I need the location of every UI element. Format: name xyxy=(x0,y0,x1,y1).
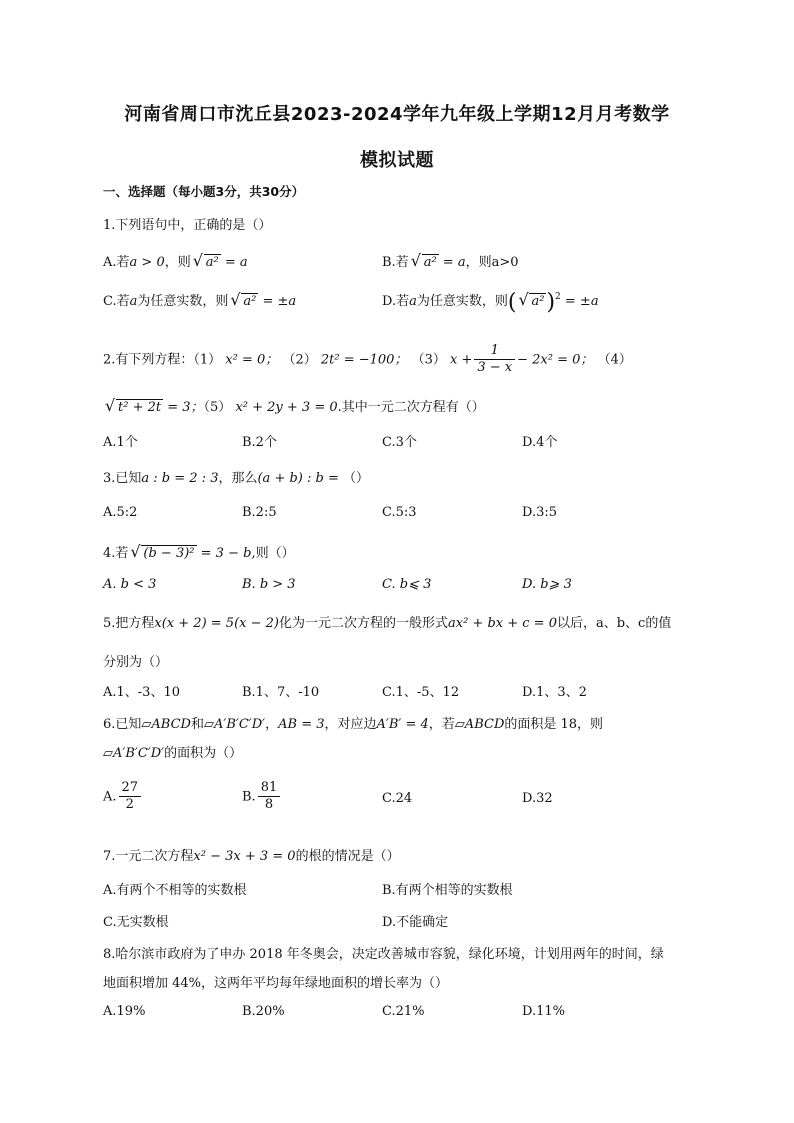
q6-option-c: C.24 xyxy=(382,791,413,806)
q7-option-d: D.不能确定 xyxy=(382,915,449,930)
q1-option-c: C.若a为任意实数，则 √ a² = ±a xyxy=(103,290,297,309)
q2-option-b: B.2个 xyxy=(242,435,277,450)
q1-stem: 1.下列语句中，正确的是（） xyxy=(103,218,272,233)
q8-option-a: A.19% xyxy=(103,1004,146,1019)
q3-option-d: D.3:5 xyxy=(522,505,558,520)
exam-title-line1: 河南省周口市沈丘县2023-2024学年九年级上学期12月月考数学 xyxy=(124,104,670,125)
q4-option-c: C. b⩽ 3 xyxy=(382,577,432,592)
q5-option-a: A.1、-3、10 xyxy=(103,685,180,700)
q8-line1: 8.哈尔滨市政府为了申办 2018 年冬奥会，决定改善城市容貌，绿化环境，计划用两年的时间，绿 xyxy=(103,947,664,962)
q4-option-a: A. b < 3 xyxy=(103,577,157,592)
q1-option-d: D.若a为任意实数，则( √ a²)$^2$ = ±a xyxy=(382,290,599,315)
exam-title-line2: 模拟试题 xyxy=(360,150,434,171)
q6-option-a: A. $\frac{27}{2}$ xyxy=(103,780,143,814)
q7-option-b: B.有两个相等的实数根 xyxy=(382,883,513,898)
q8-line2: 地面积增加 44%，这两年平均每年绿地面积的增长率为（） xyxy=(103,976,449,991)
q6-line2: ▱A′B′C′D′的面积为（） xyxy=(103,746,243,761)
q3-option-b: B.2:5 xyxy=(242,505,277,520)
section-heading: 一、选择题（每小题3分，共30分） xyxy=(103,184,305,199)
q8-option-c: C.21% xyxy=(382,1004,425,1019)
q2-line2: √ t² + 2t = 3；（5） x² + 2y + 3 = 0.其中一元二次方程有（） xyxy=(105,396,485,415)
q7-stem: 7.一元二次方程x² − 3x + 3 = 0的根的情况是（） xyxy=(103,849,400,864)
q2-option-d: D.4个 xyxy=(522,435,558,450)
q8-option-b: B.20% xyxy=(242,1004,285,1019)
q5-option-c: C.1、-5、12 xyxy=(382,685,460,700)
q5-line2: 分别为（） xyxy=(103,655,169,670)
q4-stem: 4.若 √ (b − 3)² = 3 − b,则（） xyxy=(103,542,295,561)
q3-option-a: A.5:2 xyxy=(103,505,138,520)
q8-option-d: D.11% xyxy=(522,1004,565,1019)
q7-option-c: C.无实数根 xyxy=(103,915,169,930)
q6-option-d: D.32 xyxy=(522,791,553,806)
q2-line1: 2.有下列方程：（1） x² = 0； （2） 2t² = −100； （3） x + $\frac{1}{3 - x}$ − 2x² = 0； （4） xyxy=(103,343,632,376)
q5-line1: 5.把方程x(x + 2) = 5(x − 2)化为一元二次方程的一般形式ax² + bx + c = 0以后，a、b、c的值 xyxy=(103,616,672,631)
q1-option-b: B.若 √ a² = a，则a>0 xyxy=(382,251,519,270)
q3-stem: 3.已知a : b = 2 : 3，那么(a + b) : b = （） xyxy=(103,471,369,486)
q1-option-a: A.若a > 0，则 √ a² = a xyxy=(103,251,248,270)
q5-option-d: D.1、3、2 xyxy=(522,685,587,700)
q5-option-b: B.1、7、-10 xyxy=(242,685,320,700)
q4-option-b: B. b > 3 xyxy=(242,577,296,592)
q6-option-b: B. $\frac{81}{8}$ xyxy=(242,780,282,814)
q7-option-a: A.有两个不相等的实数根 xyxy=(103,883,247,898)
q2-option-c: C.3个 xyxy=(382,435,417,450)
q2-option-a: A.1个 xyxy=(103,435,138,450)
q4-option-d: D. b⩾ 3 xyxy=(522,577,572,592)
q6-line1: 6.已知▱ABCD和▱A′B′C′D′，AB = 3，对应边A′B′ = 4，若▱ABCD的面积是 18，则 xyxy=(103,717,604,732)
q3-option-c: C.5:3 xyxy=(382,505,417,520)
